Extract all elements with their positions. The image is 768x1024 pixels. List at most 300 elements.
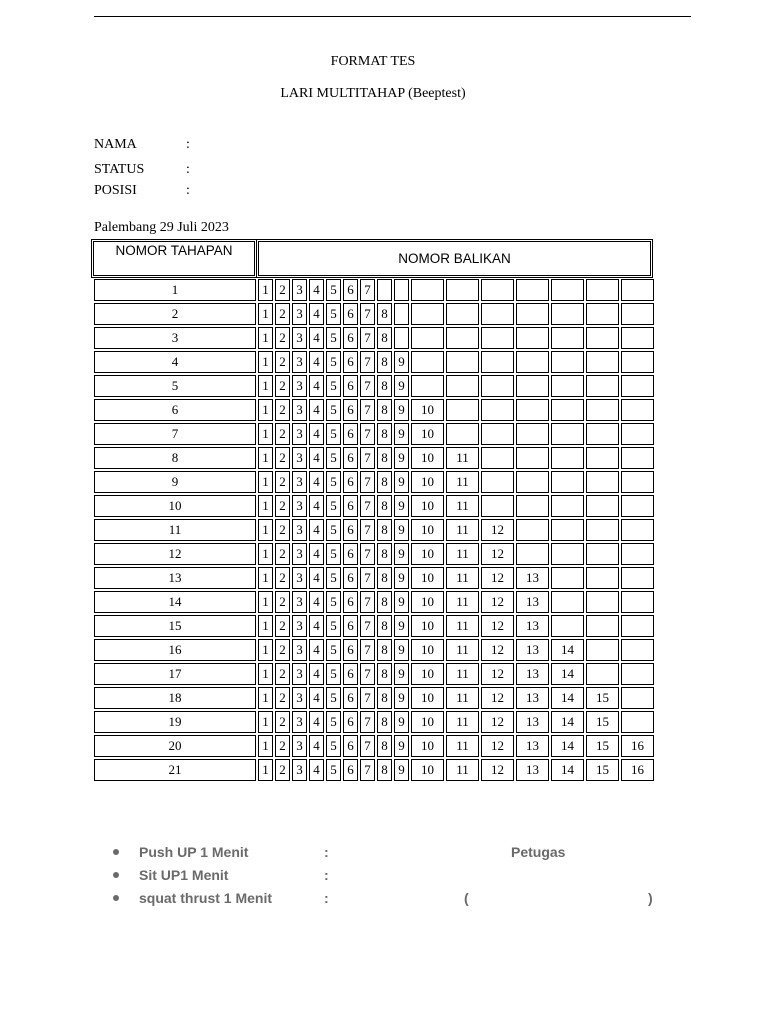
shuttle-cell: 3 [292, 351, 307, 373]
field-separator: : [186, 183, 190, 198]
shuttle-cell: 12 [481, 711, 514, 733]
shuttle-cell: 7 [360, 375, 375, 397]
shuttle-cell: 6 [343, 759, 358, 781]
shuttle-cell: 4 [309, 375, 324, 397]
stage-cell: 2 [94, 303, 256, 325]
stage-cell: 17 [94, 663, 256, 685]
field-separator: : [186, 162, 190, 177]
shuttle-cell: 4 [309, 759, 324, 781]
shuttle-cell: 1 [258, 399, 273, 421]
shuttle-cell: 5 [326, 639, 341, 661]
shuttle-cell: 4 [309, 279, 324, 301]
shuttle-cell [621, 279, 654, 301]
shuttle-cell [516, 279, 549, 301]
shuttle-cell: 2 [275, 279, 290, 301]
shuttle-cell [586, 423, 619, 445]
shuttle-cell: 4 [309, 735, 324, 757]
shuttle-cell [411, 327, 444, 349]
table-row [94, 399, 654, 421]
shuttle-cell [551, 495, 584, 517]
shuttle-cell [516, 423, 549, 445]
stage-cell: 6 [94, 399, 256, 421]
shuttle-cell: 9 [394, 639, 409, 661]
shuttle-cell: 3 [292, 735, 307, 757]
shuttle-cell: 13 [516, 567, 549, 589]
shuttle-cell: 6 [343, 447, 358, 469]
shuttle-cell [621, 327, 654, 349]
shuttle-cell: 9 [394, 567, 409, 589]
shuttle-cell: 8 [377, 303, 392, 325]
field-separator: : [186, 137, 190, 152]
shuttle-cell: 5 [326, 375, 341, 397]
shuttle-cell: 10 [411, 567, 444, 589]
shuttle-cell: 10 [411, 735, 444, 757]
shuttle-cell: 12 [481, 567, 514, 589]
shuttle-cell: 10 [411, 423, 444, 445]
shuttle-cell [516, 519, 549, 541]
shuttle-cell: 6 [343, 687, 358, 709]
shuttle-cell [586, 663, 619, 685]
shuttle-cell: 6 [343, 591, 358, 613]
shuttle-cell: 2 [275, 543, 290, 565]
shuttle-cell: 9 [394, 519, 409, 541]
stage-cell: 8 [94, 447, 256, 469]
stage-cell: 16 [94, 639, 256, 661]
shuttle-cell [621, 495, 654, 517]
shuttle-cell: 5 [326, 615, 341, 637]
shuttle-cell: 7 [360, 639, 375, 661]
table-row [94, 543, 654, 565]
shuttle-cell: 8 [377, 735, 392, 757]
shuttle-cell: 2 [275, 375, 290, 397]
shuttle-cell [551, 471, 584, 493]
shuttle-cell [481, 447, 514, 469]
document-title: FORMAT TES [330, 54, 416, 69]
shuttle-cell: 4 [309, 399, 324, 421]
shuttle-cell [516, 303, 549, 325]
shuttle-cell [516, 327, 549, 349]
shuttle-cell: 7 [360, 423, 375, 445]
shuttle-cell: 6 [343, 495, 358, 517]
table-row [94, 519, 654, 541]
shuttle-cell: 3 [292, 759, 307, 781]
shuttle-cell [621, 639, 654, 661]
shuttle-cell [516, 351, 549, 373]
shuttle-cell: 2 [275, 495, 290, 517]
shuttle-cell: 13 [516, 711, 549, 733]
shuttle-cell [551, 423, 584, 445]
shuttle-cell [516, 495, 549, 517]
shuttle-cell [621, 687, 654, 709]
shuttle-cell: 3 [292, 495, 307, 517]
table-row [94, 759, 654, 781]
stage-cell: 11 [94, 519, 256, 541]
field-label: STATUS [94, 162, 145, 177]
shuttle-cell [586, 399, 619, 421]
shuttle-cell: 2 [275, 591, 290, 613]
stage-cell: 5 [94, 375, 256, 397]
shuttle-cell: 2 [275, 711, 290, 733]
table-row [94, 447, 654, 469]
shuttle-cell [481, 399, 514, 421]
shuttle-cell: 9 [394, 759, 409, 781]
shuttle-cell [586, 279, 619, 301]
shuttle-cell: 4 [309, 591, 324, 613]
shuttle-cell: 1 [258, 639, 273, 661]
shuttle-cell: 3 [292, 639, 307, 661]
table-row [94, 375, 654, 397]
shuttle-cell [481, 471, 514, 493]
table-row [94, 471, 654, 493]
shuttle-cell: 1 [258, 519, 273, 541]
shuttle-cell [551, 303, 584, 325]
shuttle-cell: 5 [326, 735, 341, 757]
shuttle-cell: 6 [343, 567, 358, 589]
shuttle-cell: 2 [275, 735, 290, 757]
shuttle-cell: 4 [309, 519, 324, 541]
shuttle-cell [481, 375, 514, 397]
shuttle-cell: 12 [481, 759, 514, 781]
shuttle-cell: 4 [309, 711, 324, 733]
shuttle-cell: 2 [275, 663, 290, 685]
document-subtitle: LARI MULTITAHAP (Beeptest) [280, 86, 466, 101]
shuttle-cell [621, 519, 654, 541]
shuttle-cell: 8 [377, 591, 392, 613]
shuttle-cell [621, 471, 654, 493]
shuttle-cell [446, 327, 479, 349]
stage-cell: 14 [94, 591, 256, 613]
shuttle-cell: 13 [516, 687, 549, 709]
shuttle-cell: 1 [258, 759, 273, 781]
shuttle-cell [481, 279, 514, 301]
shuttle-cell: 8 [377, 495, 392, 517]
stage-cell: 13 [94, 567, 256, 589]
table-row [94, 423, 654, 445]
shuttle-cell: 5 [326, 303, 341, 325]
shuttle-cell: 9 [394, 591, 409, 613]
shuttle-cell: 3 [292, 303, 307, 325]
shuttle-cell: 7 [360, 663, 375, 685]
shuttle-cell: 10 [411, 639, 444, 661]
shuttle-cell: 5 [326, 663, 341, 685]
shuttle-cell: 2 [275, 567, 290, 589]
place-date: Palembang 29 Juli 2023 [94, 220, 229, 235]
shuttle-cell [446, 279, 479, 301]
shuttle-cell: 8 [377, 375, 392, 397]
shuttle-cell [551, 351, 584, 373]
shuttle-cell: 10 [411, 399, 444, 421]
shuttle-cell [551, 615, 584, 637]
shuttle-cell: 1 [258, 567, 273, 589]
shuttle-cell: 1 [258, 303, 273, 325]
shuttle-cell: 5 [326, 351, 341, 373]
shuttle-cell: 11 [446, 447, 479, 469]
shuttle-cell [586, 471, 619, 493]
shuttle-cell: 3 [292, 447, 307, 469]
shuttle-cell: 13 [516, 591, 549, 613]
field-label: POSISI [94, 183, 137, 198]
shuttle-cell [621, 447, 654, 469]
shuttle-cell: 11 [446, 711, 479, 733]
shuttle-cell [621, 543, 654, 565]
shuttle-cell [516, 543, 549, 565]
shuttle-cell: 3 [292, 615, 307, 637]
shuttle-cell: 8 [377, 687, 392, 709]
shuttle-cell: 12 [481, 591, 514, 613]
top-rule [94, 16, 691, 17]
shuttle-cell: 15 [586, 735, 619, 757]
shuttle-cell: 1 [258, 687, 273, 709]
shuttle-cell: 12 [481, 663, 514, 685]
stage-cell: 21 [94, 759, 256, 781]
shuttle-cell [586, 639, 619, 661]
shuttle-cell [621, 303, 654, 325]
shuttle-cell: 16 [621, 759, 654, 781]
shuttle-cell: 7 [360, 519, 375, 541]
shuttle-cell [586, 495, 619, 517]
shuttle-cell: 8 [377, 639, 392, 661]
shuttle-cell: 4 [309, 495, 324, 517]
shuttle-cell: 1 [258, 615, 273, 637]
shuttle-cell: 8 [377, 615, 392, 637]
table-row [94, 351, 654, 373]
shuttle-cell: 7 [360, 567, 375, 589]
field-label: NAMA [94, 137, 137, 152]
shuttle-cell: 12 [481, 687, 514, 709]
shuttle-cell: 1 [258, 471, 273, 493]
shuttle-cell: 7 [360, 279, 375, 301]
shuttle-cell [551, 447, 584, 469]
header-shuttle-number: NOMOR BALIKAN [258, 241, 651, 276]
shuttle-cell: 7 [360, 495, 375, 517]
table-row [94, 303, 654, 325]
field-nama [94, 137, 190, 153]
shuttle-cell: 4 [309, 303, 324, 325]
shuttle-cell: 8 [377, 567, 392, 589]
signature-paren-close: ) [648, 890, 653, 906]
shuttle-cell: 14 [551, 663, 584, 685]
shuttle-cell: 3 [292, 471, 307, 493]
shuttle-cell: 7 [360, 327, 375, 349]
shuttle-cell: 9 [394, 399, 409, 421]
shuttle-cell [516, 471, 549, 493]
shuttle-cell [481, 303, 514, 325]
shuttle-cell: 9 [394, 423, 409, 445]
shuttle-cell: 13 [516, 663, 549, 685]
shuttle-cell: 1 [258, 711, 273, 733]
shuttle-cell: 1 [258, 279, 273, 301]
shuttle-cell: 3 [292, 423, 307, 445]
test-separator: : [324, 890, 329, 906]
shuttle-cell [481, 327, 514, 349]
shuttle-cell: 5 [326, 543, 341, 565]
shuttle-cell: 5 [326, 471, 341, 493]
shuttle-cell: 3 [292, 687, 307, 709]
shuttle-cell: 2 [275, 351, 290, 373]
test-label: squat thrust 1 Menit [139, 890, 273, 906]
shuttle-cell: 11 [446, 687, 479, 709]
shuttle-cell [621, 567, 654, 589]
shuttle-cell: 2 [275, 471, 290, 493]
shuttle-cell: 1 [258, 663, 273, 685]
test-separator: : [324, 844, 329, 860]
shuttle-cell: 2 [275, 615, 290, 637]
shuttle-cell: 8 [377, 471, 392, 493]
test-separator: : [324, 867, 329, 883]
shuttle-cell: 7 [360, 735, 375, 757]
shuttle-cell: 5 [326, 447, 341, 469]
shuttle-cell: 3 [292, 663, 307, 685]
shuttle-cell [621, 423, 654, 445]
shuttle-cell: 1 [258, 543, 273, 565]
shuttle-cell: 3 [292, 375, 307, 397]
table-row [94, 591, 654, 613]
shuttle-cell: 11 [446, 519, 479, 541]
shuttle-cell [586, 327, 619, 349]
stage-cell: 19 [94, 711, 256, 733]
shuttle-cell [411, 303, 444, 325]
table-row [94, 735, 654, 757]
shuttle-cell: 13 [516, 735, 549, 757]
shuttle-cell: 5 [326, 495, 341, 517]
shuttle-cell: 12 [481, 543, 514, 565]
shuttle-cell: 11 [446, 735, 479, 757]
shuttle-cell: 8 [377, 759, 392, 781]
shuttle-cell: 6 [343, 423, 358, 445]
shuttle-cell: 3 [292, 591, 307, 613]
shuttle-cell [446, 375, 479, 397]
table-row [94, 687, 654, 709]
shuttle-cell: 10 [411, 615, 444, 637]
shuttle-cell: 11 [446, 567, 479, 589]
shuttle-cell: 6 [343, 519, 358, 541]
shuttle-cell: 7 [360, 711, 375, 733]
shuttle-cell [621, 711, 654, 733]
bullet-icon [113, 872, 119, 878]
table-row [94, 327, 654, 349]
stage-cell: 3 [94, 327, 256, 349]
shuttle-cell [621, 663, 654, 685]
stage-cell: 18 [94, 687, 256, 709]
stage-cell: 4 [94, 351, 256, 373]
shuttle-cell [551, 519, 584, 541]
shuttle-cell [394, 279, 409, 301]
stage-cell: 9 [94, 471, 256, 493]
shuttle-cell: 8 [377, 327, 392, 349]
shuttle-cell [586, 351, 619, 373]
shuttle-cell: 4 [309, 567, 324, 589]
field-posisi [94, 183, 190, 199]
shuttle-cell: 3 [292, 567, 307, 589]
shuttle-cell: 7 [360, 303, 375, 325]
shuttle-cell: 5 [326, 279, 341, 301]
shuttle-cell: 2 [275, 759, 290, 781]
shuttle-cell [377, 279, 392, 301]
shuttle-cell: 10 [411, 687, 444, 709]
shuttle-cell: 4 [309, 447, 324, 469]
shuttle-cell [586, 615, 619, 637]
shuttle-cell: 7 [360, 471, 375, 493]
shuttle-cell: 9 [394, 543, 409, 565]
shuttle-cell: 4 [309, 471, 324, 493]
shuttle-cell: 9 [394, 663, 409, 685]
shuttle-cell: 12 [481, 519, 514, 541]
shuttle-cell [551, 591, 584, 613]
field-status [94, 162, 190, 178]
shuttle-cell [586, 519, 619, 541]
shuttle-cell: 8 [377, 519, 392, 541]
shuttle-cell [411, 279, 444, 301]
shuttle-cell: 8 [377, 543, 392, 565]
shuttle-cell: 5 [326, 327, 341, 349]
shuttle-cell: 14 [551, 711, 584, 733]
shuttle-cell: 6 [343, 351, 358, 373]
shuttle-cell: 6 [343, 543, 358, 565]
shuttle-cell: 10 [411, 495, 444, 517]
table-row [94, 615, 654, 637]
shuttle-cell: 13 [516, 615, 549, 637]
shuttle-cell: 10 [411, 591, 444, 613]
shuttle-cell [551, 567, 584, 589]
shuttle-cell [551, 399, 584, 421]
shuttle-cell [621, 375, 654, 397]
shuttle-cell: 7 [360, 591, 375, 613]
shuttle-cell [481, 495, 514, 517]
shuttle-cell: 6 [343, 303, 358, 325]
bullet-icon [113, 895, 119, 901]
shuttle-cell: 1 [258, 591, 273, 613]
shuttle-cell [586, 375, 619, 397]
shuttle-cell: 10 [411, 519, 444, 541]
shuttle-cell [446, 351, 479, 373]
shuttle-cell [394, 327, 409, 349]
shuttle-cell: 11 [446, 639, 479, 661]
shuttle-cell: 11 [446, 759, 479, 781]
shuttle-cell [621, 351, 654, 373]
shuttle-cell [586, 543, 619, 565]
shuttle-cell: 7 [360, 759, 375, 781]
shuttle-cell: 16 [621, 735, 654, 757]
shuttle-cell: 11 [446, 591, 479, 613]
shuttle-cell [621, 591, 654, 613]
shuttle-cell: 8 [377, 423, 392, 445]
shuttle-cell: 9 [394, 447, 409, 469]
shuttle-cell: 6 [343, 711, 358, 733]
shuttle-cell: 15 [586, 711, 619, 733]
shuttle-cell [446, 303, 479, 325]
stage-cell: 20 [94, 735, 256, 757]
shuttle-cell: 13 [516, 759, 549, 781]
table-row [94, 711, 654, 733]
shuttle-cell: 5 [326, 591, 341, 613]
shuttle-cell: 9 [394, 351, 409, 373]
stage-cell: 1 [94, 279, 256, 301]
shuttle-cell: 13 [516, 639, 549, 661]
shuttle-cell [586, 591, 619, 613]
test-label: Push UP 1 Menit [139, 844, 249, 860]
shuttle-cell: 9 [394, 735, 409, 757]
shuttle-cell: 5 [326, 519, 341, 541]
shuttle-cell: 4 [309, 351, 324, 373]
shuttle-cell: 7 [360, 447, 375, 469]
shuttle-cell: 2 [275, 639, 290, 661]
shuttle-cell: 1 [258, 351, 273, 373]
shuttle-cell: 3 [292, 543, 307, 565]
signature-paren-open: ( [464, 890, 469, 906]
shuttle-cell [621, 399, 654, 421]
table-row [94, 663, 654, 685]
shuttle-cell: 5 [326, 711, 341, 733]
